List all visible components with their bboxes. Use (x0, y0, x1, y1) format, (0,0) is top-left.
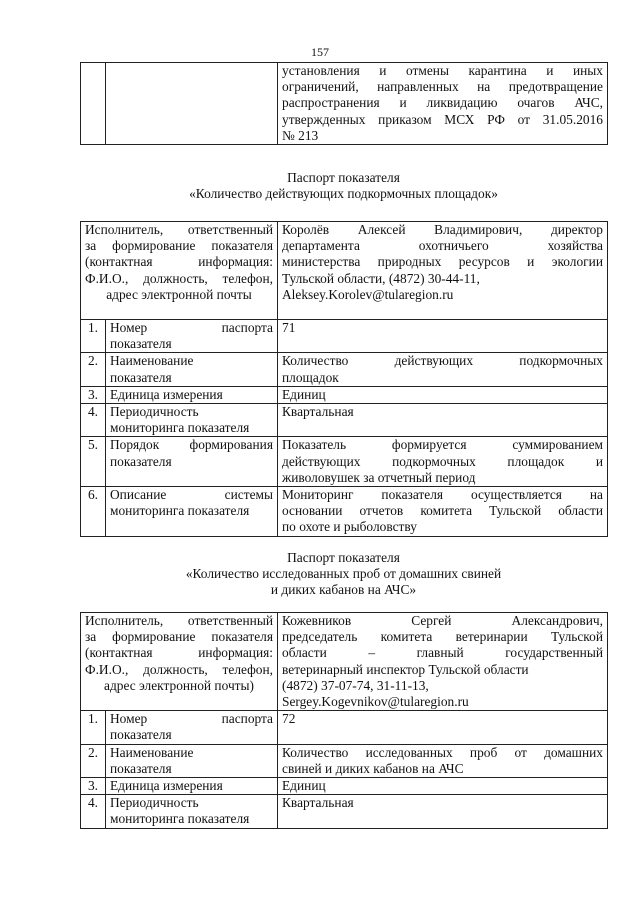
passport2-executor-label (81, 613, 278, 711)
row-label-line: Номер паспорта (110, 711, 273, 727)
row-value-line: Показатель формируется суммированием (282, 437, 603, 453)
fragment-line: утвержденных приказом МСХ РФ от 31.05.2016 (282, 111, 603, 127)
row-label-line: мониторинга показателя (110, 420, 250, 436)
passport1-executor-label (81, 222, 278, 320)
executor-label-line: Ф.И.О., должность, телефон, (85, 661, 273, 677)
executor-value-line: ветеринарный инспектор Тульской области (282, 661, 529, 677)
row-value-line: Количество действующих подкормочных (282, 353, 603, 369)
fragment-table (80, 62, 608, 145)
row-value-line: основании отчетов комитета Тульской области (282, 503, 603, 519)
executor-value-line: Sergey.Kogevnikov@tularegion.ru (282, 694, 469, 710)
row-label-line: мониторинга показателя (110, 811, 250, 827)
row-value-line: по охоте и рыболовству (282, 519, 417, 535)
row-value (278, 778, 608, 795)
executor-label-line: Исполнитель, ответственный (85, 613, 273, 628)
passport1-executor-value (278, 222, 608, 320)
fragment-num-cell (81, 63, 106, 145)
row-value (278, 320, 608, 353)
row-value (278, 386, 608, 403)
passport2-table (80, 612, 608, 829)
row-label (106, 386, 278, 403)
row-label-line: показателя (110, 760, 172, 776)
row-number: 1. (81, 711, 106, 744)
row-label-line: Описание системы (110, 487, 273, 503)
passport2-title-line: «Количество исследованных проб от домашних свиней (185, 566, 502, 582)
row-value-line: Количество исследованных проб от домашних (282, 744, 603, 760)
row-value-line: свиней и диких кабанов на АЧС (282, 760, 464, 776)
row-label-line: Периодичность (110, 404, 199, 420)
row-number: 3. (81, 778, 106, 795)
row-value (278, 404, 608, 437)
executor-label-line: за формирование показателя (85, 238, 273, 254)
row-value-line: 71 (282, 320, 296, 335)
row-label (106, 744, 278, 777)
row-value (278, 487, 608, 537)
row-value-line: 72 (282, 711, 296, 727)
row-label (106, 711, 278, 744)
row-number: 4. (81, 795, 106, 828)
row-label-line: показателя (110, 453, 172, 469)
row-label-line: Единица измерения (110, 778, 223, 794)
row-label-line: Порядок формирования (110, 437, 273, 453)
passport2-executor-value (278, 613, 608, 711)
page-number: 157 (311, 45, 329, 59)
row-label-line: показателя (110, 369, 172, 385)
row-label-line: показателя (110, 727, 172, 743)
executor-label-line: адрес электронной почты (106, 286, 252, 302)
passport1-title-line: «Количество действующих подкормочных площадок» (189, 186, 498, 202)
executor-label-line: адрес электронной почты) (104, 677, 254, 693)
passport1-title-line: Паспорт показателя (287, 170, 400, 185)
row-label (106, 487, 278, 537)
row-value-line: Мониторинг показателя осуществляется на (282, 487, 603, 503)
fragment-line: ограничений, направленных на предотвращение (282, 79, 603, 95)
passport1-title (80, 170, 607, 202)
row-number: 5. (81, 437, 106, 487)
row-label-line: Номер паспорта (110, 320, 273, 335)
fragment-line: установления и отмены карантина и иных (282, 63, 603, 78)
row-label (106, 437, 278, 487)
row-label (106, 404, 278, 437)
row-value-line: Единиц (282, 778, 326, 794)
executor-value-line: Кожевников Сергей Александрович, (282, 613, 603, 628)
row-value (278, 437, 608, 487)
fragment-value-cell (278, 63, 608, 145)
executor-value-line: председатель комитета ветеринарии Тульской (282, 629, 603, 645)
executor-value-line: Тульской области, (4872) 30-44-11, (282, 270, 480, 286)
executor-value-line: Королёв Алексей Владимирович, директор (282, 222, 603, 237)
executor-value-line: Aleksey.Korolev@tularegion.ru (282, 286, 454, 302)
executor-value-line: (4872) 37-07-74, 31-11-13, (282, 677, 429, 693)
row-number: 2. (81, 744, 106, 777)
row-label (106, 353, 278, 386)
executor-label-line: Ф.И.О., должность, телефон, (85, 270, 273, 286)
passport2-title-line: Паспорт показателя (287, 550, 400, 565)
row-label (106, 320, 278, 353)
executor-label-line: Исполнитель, ответственный (85, 222, 273, 237)
executor-label-line: (контактная информация: (85, 254, 273, 270)
row-value (278, 711, 608, 744)
executor-label-line: за формирование показателя (85, 629, 273, 645)
row-value-line: Единиц (282, 386, 326, 402)
row-number: 4. (81, 404, 106, 437)
passport2-title (80, 550, 607, 599)
row-value-line: живоловушек за отчетный период (282, 469, 476, 485)
passport1-table (80, 221, 608, 537)
row-value (278, 744, 608, 777)
row-label-line: мониторинга показателя (110, 503, 250, 519)
executor-value-line: министерства природных ресурсов и экологии (282, 254, 603, 270)
fragment-label-cell (106, 63, 278, 145)
row-number: 2. (81, 353, 106, 386)
row-value-line: Квартальная (282, 795, 354, 811)
executor-value-line: области – главный государственный (282, 645, 603, 661)
executor-value-line: департамента охотничьего хозяйства (282, 238, 603, 254)
row-value (278, 795, 608, 828)
row-label-line: Периодичность (110, 795, 199, 811)
row-label-line: Наименование (110, 744, 194, 760)
row-label (106, 795, 278, 828)
row-value-line: площадок (282, 369, 339, 385)
row-number: 6. (81, 487, 106, 537)
passport2-title-line: и диких кабанов на АЧС» (270, 582, 417, 598)
row-label-line: Единица измерения (110, 386, 223, 402)
row-value-line: Квартальная (282, 404, 354, 420)
row-value (278, 353, 608, 386)
row-number: 3. (81, 386, 106, 403)
row-label-line: Наименование (110, 353, 194, 369)
row-number: 1. (81, 320, 106, 353)
row-label-line: показателя (110, 336, 172, 352)
row-label (106, 778, 278, 795)
executor-label-line: (контактная информация: (85, 645, 273, 661)
row-value-line: действующих подкормочных площадок и (282, 453, 603, 469)
fragment-line: распространения и ликвидацию очагов АЧС, (282, 95, 603, 111)
fragment-line: № 213 (282, 127, 319, 143)
